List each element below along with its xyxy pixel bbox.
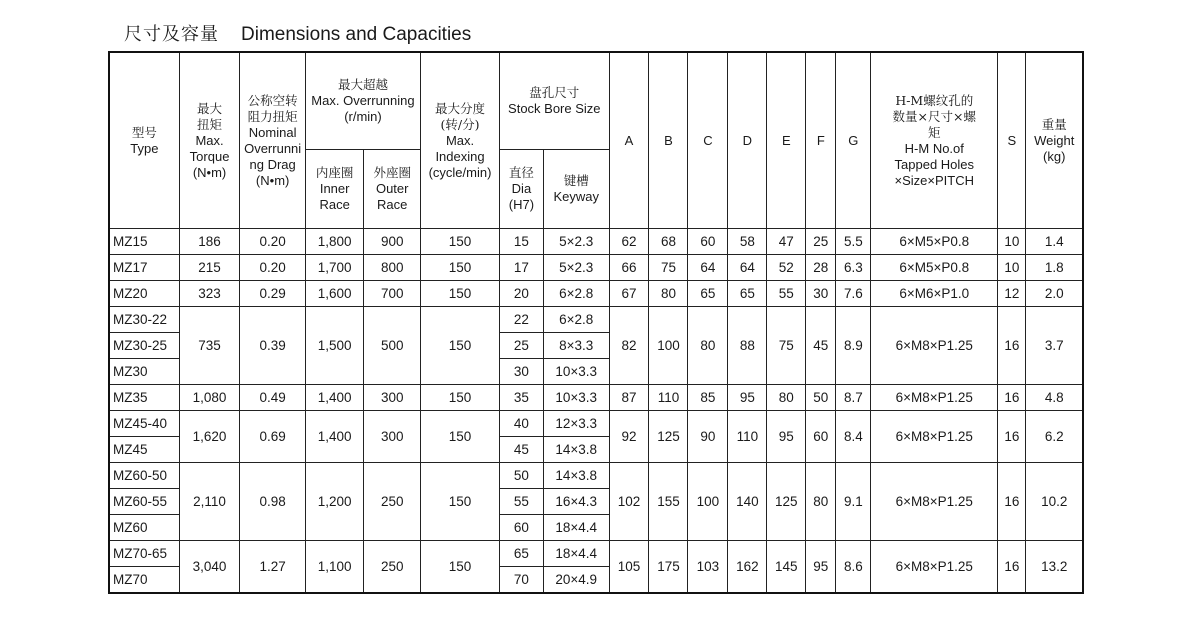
cell-outer: 300 <box>364 411 421 463</box>
cell-f: 25 <box>806 229 836 255</box>
table-row <box>109 411 1083 437</box>
cell-model: MZ60 <box>109 515 179 541</box>
header-type-en: Type <box>130 140 159 156</box>
cell-d: 95 <box>728 385 767 411</box>
cell-c: 80 <box>688 307 728 385</box>
table-row <box>109 255 1083 281</box>
table-row <box>109 307 1083 333</box>
header-line: Indexing <box>435 148 485 164</box>
cell-hm: 6×M5×P0.8 <box>871 255 998 281</box>
header-indexing <box>421 52 500 229</box>
header-hm-en <box>871 141 997 189</box>
cell-s: 10 <box>998 229 1026 255</box>
cell-dia: 30 <box>500 359 544 385</box>
cell-a: 82 <box>609 307 649 385</box>
cell-dia: 17 <box>500 255 544 281</box>
cell-outer: 700 <box>364 281 421 307</box>
header-d: D <box>728 52 767 229</box>
cell-drag: 0.20 <box>240 229 306 255</box>
cell-drag: 0.69 <box>240 411 306 463</box>
header-f: F <box>806 52 836 229</box>
header-a: A <box>609 52 649 229</box>
table-body <box>109 229 1083 594</box>
header-line: ng Drag <box>249 156 296 172</box>
cell-torque: 1,080 <box>179 385 240 411</box>
header-tapped-holes <box>871 52 998 229</box>
header-outer-zh: 外座圈 <box>373 165 411 180</box>
header-overrun-zh: 最大超越 <box>337 77 388 92</box>
header-line: (H7) <box>508 197 535 212</box>
cell-drag: 0.20 <box>240 255 306 281</box>
header-line: Dia <box>511 181 532 196</box>
cell-b: 175 <box>649 541 688 594</box>
cell-f: 95 <box>806 541 836 594</box>
cell-f: 30 <box>806 281 836 307</box>
header-line: 数量×尺寸×螺 <box>892 108 976 124</box>
cell-dia: 25 <box>500 333 544 359</box>
cell-d: 64 <box>728 255 767 281</box>
cell-c: 65 <box>688 281 728 307</box>
header-type-zh: 型号 <box>131 124 157 140</box>
header-line: 最大分度 <box>435 100 486 116</box>
header-line: 最大 <box>197 100 223 116</box>
cell-f: 28 <box>806 255 836 281</box>
cell-indexing: 150 <box>421 229 500 255</box>
cell-keyway: 18×4.4 <box>543 541 609 567</box>
cell-b: 80 <box>649 281 688 307</box>
cell-a: 92 <box>609 411 649 463</box>
header-bore-en: Stock Bore Size <box>508 101 601 116</box>
header-e: E <box>767 52 806 229</box>
cell-torque: 323 <box>179 281 240 307</box>
cell-s: 16 <box>998 411 1026 463</box>
cell-dia: 15 <box>500 229 544 255</box>
cell-hm: 6×M8×P1.25 <box>871 463 998 541</box>
title-chinese: 尺寸及容量 <box>124 24 219 45</box>
cell-g: 6.3 <box>836 255 871 281</box>
cell-d: 140 <box>728 463 767 541</box>
cell-e: 95 <box>767 411 806 463</box>
cell-g: 5.5 <box>836 229 871 255</box>
cell-drag: 1.27 <box>240 541 306 594</box>
cell-indexing: 150 <box>421 307 500 385</box>
header-line: H-M螺纹孔的 <box>895 92 974 108</box>
cell-weight: 3.7 <box>1026 307 1083 385</box>
cell-s: 10 <box>998 255 1026 281</box>
header-drag-zh <box>240 93 305 125</box>
cell-drag: 0.29 <box>240 281 306 307</box>
cell-g: 8.6 <box>836 541 871 594</box>
cell-indexing: 150 <box>421 255 500 281</box>
cell-torque: 2,110 <box>179 463 240 541</box>
page-title <box>124 20 471 46</box>
cell-inner: 1,800 <box>305 229 364 255</box>
cell-outer: 250 <box>364 541 421 594</box>
header-drag <box>240 52 306 229</box>
cell-dia: 22 <box>500 307 544 333</box>
cell-b: 68 <box>649 229 688 255</box>
header-keyway <box>543 150 609 229</box>
cell-e: 47 <box>767 229 806 255</box>
cell-c: 64 <box>688 255 728 281</box>
header-line: (转/分) <box>440 116 480 132</box>
cell-indexing: 150 <box>421 411 500 463</box>
cell-s: 16 <box>998 307 1026 385</box>
header-bore-zh: 盘孔尺寸 <box>529 85 580 100</box>
header-line: Tapped Holes <box>894 156 975 172</box>
cell-inner: 1,400 <box>305 411 364 463</box>
cell-model: MZ45-40 <box>109 411 179 437</box>
cell-hm: 6×M8×P1.25 <box>871 411 998 463</box>
cell-keyway: 14×3.8 <box>543 463 609 489</box>
cell-outer: 900 <box>364 229 421 255</box>
cell-indexing: 150 <box>421 281 500 307</box>
cell-keyway: 20×4.9 <box>543 567 609 594</box>
cell-c: 103 <box>688 541 728 594</box>
header-line: (kg) <box>1043 148 1066 164</box>
header-weight <box>1026 52 1083 229</box>
cell-dia: 70 <box>500 567 544 594</box>
cell-keyway: 12×3.3 <box>543 411 609 437</box>
cell-weight: 1.4 <box>1026 229 1083 255</box>
header-outer-en <box>364 181 420 213</box>
cell-torque: 215 <box>179 255 240 281</box>
cell-c: 85 <box>688 385 728 411</box>
cell-d: 88 <box>728 307 767 385</box>
cell-hm: 6×M6×P1.0 <box>871 281 998 307</box>
table-row <box>109 385 1083 411</box>
header-line: Torque <box>189 148 230 164</box>
cell-weight: 1.8 <box>1026 255 1083 281</box>
cell-inner: 1,600 <box>305 281 364 307</box>
header-line: Race <box>319 197 350 212</box>
header-line: 阻力扭矩 <box>247 108 298 124</box>
cell-d: 65 <box>728 281 767 307</box>
cell-hm: 6×M8×P1.25 <box>871 307 998 385</box>
header-bore <box>500 52 610 150</box>
cell-c: 60 <box>688 229 728 255</box>
table-row <box>109 229 1083 255</box>
cell-keyway: 16×4.3 <box>543 489 609 515</box>
cell-s: 16 <box>998 541 1026 594</box>
cell-s: 12 <box>998 281 1026 307</box>
header-line: 矩 <box>928 124 941 140</box>
cell-dia: 35 <box>500 385 544 411</box>
cell-dia: 45 <box>500 437 544 463</box>
cell-model: MZ35 <box>109 385 179 411</box>
cell-f: 60 <box>806 411 836 463</box>
cell-outer: 300 <box>364 385 421 411</box>
header-g: G <box>836 52 871 229</box>
cell-drag: 0.49 <box>240 385 306 411</box>
header-torque-en <box>180 133 240 181</box>
cell-model: MZ45 <box>109 437 179 463</box>
table-row <box>109 463 1083 489</box>
cell-dia: 50 <box>500 463 544 489</box>
header-s: S <box>998 52 1026 229</box>
cell-keyway: 5×2.3 <box>543 229 609 255</box>
header-c: C <box>688 52 728 229</box>
title-english: Dimensions and Capacities <box>241 24 472 45</box>
cell-e: 52 <box>767 255 806 281</box>
cell-dia: 60 <box>500 515 544 541</box>
header-type <box>109 52 179 229</box>
cell-weight: 13.2 <box>1026 541 1083 594</box>
header-weight-en <box>1026 133 1082 165</box>
cell-e: 125 <box>767 463 806 541</box>
cell-d: 162 <box>728 541 767 594</box>
cell-keyway: 6×2.8 <box>543 307 609 333</box>
cell-weight: 2.0 <box>1026 281 1083 307</box>
header-inner-zh: 内座圈 <box>315 165 354 180</box>
header-overrunning <box>305 52 420 150</box>
cell-dia: 65 <box>500 541 544 567</box>
cell-f: 50 <box>806 385 836 411</box>
cell-keyway: 8×3.3 <box>543 333 609 359</box>
header-inner-en <box>306 181 364 213</box>
header-line: 公称空转 <box>247 92 298 108</box>
cell-model: MZ60-55 <box>109 489 179 515</box>
header-outer-race <box>364 150 421 229</box>
cell-g: 9.1 <box>836 463 871 541</box>
header-line: Outer <box>375 181 409 196</box>
header-dia-en <box>500 181 543 213</box>
header-indexing-en <box>421 133 499 181</box>
cell-a: 87 <box>609 385 649 411</box>
cell-model: MZ70 <box>109 567 179 594</box>
cell-d: 58 <box>728 229 767 255</box>
header-weight-zh: 重量 <box>1041 116 1067 132</box>
header-b: B <box>649 52 688 229</box>
cell-model: MZ30 <box>109 359 179 385</box>
dimensions-table <box>108 51 1084 594</box>
header-line: (r/min) <box>344 109 382 124</box>
cell-g: 8.7 <box>836 385 871 411</box>
cell-s: 16 <box>998 463 1026 541</box>
header-dia <box>500 150 544 229</box>
cell-inner: 1,200 <box>305 463 364 541</box>
cell-hm: 6×M8×P1.25 <box>871 385 998 411</box>
header-line: Max. <box>195 132 224 148</box>
cell-indexing: 150 <box>421 463 500 541</box>
cell-e: 80 <box>767 385 806 411</box>
cell-model: MZ60-50 <box>109 463 179 489</box>
header-torque <box>179 52 240 229</box>
table-row <box>109 541 1083 567</box>
cell-a: 105 <box>609 541 649 594</box>
header-line: (N•m) <box>255 172 290 188</box>
header-overrun-en <box>306 93 420 125</box>
cell-torque: 3,040 <box>179 541 240 594</box>
cell-drag: 0.98 <box>240 463 306 541</box>
cell-g: 7.6 <box>836 281 871 307</box>
cell-inner: 1,400 <box>305 385 364 411</box>
header-line: Inner <box>319 181 350 196</box>
cell-outer: 250 <box>364 463 421 541</box>
header-line: H-M No.of <box>904 140 964 156</box>
header-keyway-zh: 键槽 <box>563 173 589 188</box>
cell-torque: 735 <box>179 307 240 385</box>
cell-outer: 500 <box>364 307 421 385</box>
header-line: (cycle/min) <box>428 164 492 180</box>
cell-outer: 800 <box>364 255 421 281</box>
cell-keyway: 10×3.3 <box>543 359 609 385</box>
header-keyway-en: Keyway <box>553 189 599 204</box>
cell-f: 45 <box>806 307 836 385</box>
header-line: (N•m) <box>192 164 227 180</box>
cell-keyway: 14×3.8 <box>543 437 609 463</box>
cell-c: 90 <box>688 411 728 463</box>
cell-c: 100 <box>688 463 728 541</box>
cell-e: 55 <box>767 281 806 307</box>
cell-weight: 10.2 <box>1026 463 1083 541</box>
cell-dia: 20 <box>500 281 544 307</box>
cell-e: 75 <box>767 307 806 385</box>
cell-model: MZ15 <box>109 229 179 255</box>
cell-b: 100 <box>649 307 688 385</box>
header-line: Race <box>377 197 408 212</box>
header-line: ×Size×PITCH <box>894 172 975 188</box>
header-line: Max. <box>445 132 475 148</box>
cell-keyway: 18×4.4 <box>543 515 609 541</box>
cell-a: 62 <box>609 229 649 255</box>
cell-b: 125 <box>649 411 688 463</box>
header-line: 扭矩 <box>197 116 223 132</box>
header-indexing-zh <box>421 101 499 133</box>
cell-hm: 6×M5×P0.8 <box>871 229 998 255</box>
cell-dia: 55 <box>500 489 544 515</box>
cell-keyway: 6×2.8 <box>543 281 609 307</box>
cell-b: 155 <box>649 463 688 541</box>
cell-model: MZ20 <box>109 281 179 307</box>
cell-inner: 1,500 <box>305 307 364 385</box>
cell-g: 8.9 <box>836 307 871 385</box>
cell-indexing: 150 <box>421 541 500 594</box>
cell-model: MZ17 <box>109 255 179 281</box>
header-torque-zh <box>180 101 240 133</box>
cell-d: 110 <box>728 411 767 463</box>
header-dia-zh: 直径 <box>508 165 534 180</box>
cell-keyway: 5×2.3 <box>543 255 609 281</box>
cell-s: 16 <box>998 385 1026 411</box>
header-line: Overrunni <box>244 140 302 156</box>
cell-model: MZ30-22 <box>109 307 179 333</box>
cell-weight: 6.2 <box>1026 411 1083 463</box>
cell-inner: 1,100 <box>305 541 364 594</box>
cell-indexing: 150 <box>421 385 500 411</box>
cell-keyway: 10×3.3 <box>543 385 609 411</box>
cell-a: 66 <box>609 255 649 281</box>
cell-a: 102 <box>609 463 649 541</box>
header-inner-race <box>305 150 364 229</box>
header-line: Max. Overrunning <box>311 93 415 108</box>
header-torque-lines <box>180 101 240 181</box>
cell-f: 80 <box>806 463 836 541</box>
header-hm-zh <box>871 93 997 141</box>
cell-torque: 186 <box>179 229 240 255</box>
header-line: Weight <box>1034 132 1075 148</box>
cell-a: 67 <box>609 281 649 307</box>
cell-b: 75 <box>649 255 688 281</box>
cell-b: 110 <box>649 385 688 411</box>
cell-model: MZ30-25 <box>109 333 179 359</box>
table-row <box>109 281 1083 307</box>
cell-drag: 0.39 <box>240 307 306 385</box>
cell-g: 8.4 <box>836 411 871 463</box>
header-drag-en <box>240 125 305 189</box>
cell-e: 145 <box>767 541 806 594</box>
cell-torque: 1,620 <box>179 411 240 463</box>
header-line: Nominal <box>248 124 297 140</box>
cell-hm: 6×M8×P1.25 <box>871 541 998 594</box>
cell-dia: 40 <box>500 411 544 437</box>
cell-inner: 1,700 <box>305 255 364 281</box>
cell-weight: 4.8 <box>1026 385 1083 411</box>
cell-model: MZ70-65 <box>109 541 179 567</box>
